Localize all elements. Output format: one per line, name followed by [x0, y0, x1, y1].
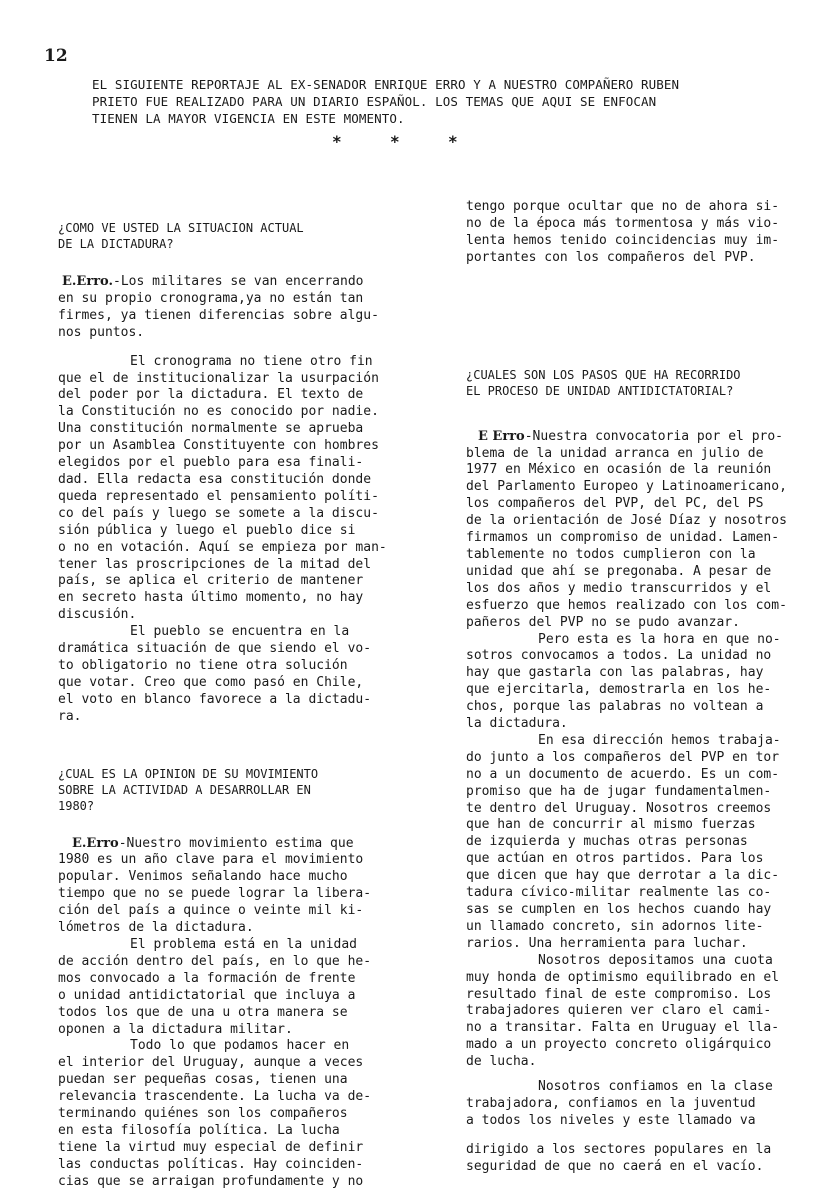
answer-line: a todos los niveles y este llamado va [466, 1112, 756, 1128]
answer-line: tablemente no todos cumplieron con la [466, 546, 756, 562]
right-column [466, 199, 806, 1176]
answer-line: mos convocado a la formación de frente [58, 970, 356, 986]
answer-line: los compañeros del PVP, del PC, del PS [466, 496, 764, 512]
speaker-label: E Erro [478, 428, 525, 444]
answer-paragraph [58, 937, 408, 1038]
answer-line: todos los que de una u otra manera se [58, 1004, 348, 1020]
answer-line: lenta hemos tenido coincidencias muy im- [466, 232, 780, 248]
answer-line: esfuerzo que hemos realizado con los com- [466, 597, 787, 613]
answer-line: tadura cívico-militar realmente las co- [466, 885, 772, 901]
answer-line: que el de institucionalizar la usurpación [58, 370, 379, 386]
section-separator [332, 132, 506, 151]
answer-line: relevancia trascendente. La lucha va de- [58, 1089, 372, 1105]
intro-line: TIENEN LA MAYOR VIGENCIA EN ESTE MOMENTO. [92, 111, 405, 126]
answer-line: dramática situación de que siendo el vo- [58, 641, 372, 657]
answer-line: que han de concurrir al mismo fuerzas [466, 817, 756, 833]
answer-line: lómetros de la dictadura. [58, 920, 254, 936]
answer-line: El pueblo se encuentra en la [130, 624, 350, 640]
answer-paragraph [58, 274, 408, 342]
answer-line: o unidad antidictatorial que incluya a [58, 987, 356, 1003]
answer-line: portantes con los compañeros del PVP. [466, 249, 756, 265]
answer-line: rarios. Una herramienta para luchar. [466, 935, 748, 951]
answer-line: -Nuestro movimiento estima que [118, 835, 354, 851]
answer-line: sas se cumplen en los hechos cuando hay [466, 902, 772, 917]
answer-line: trabajadora, confiamos en la juventud [466, 1095, 756, 1111]
answer-paragraph [58, 354, 408, 625]
answer-line: las conductas políticas. Hay coinciden- [58, 1156, 364, 1172]
intro-line: EL SIGUIENTE REPORTAJE AL EX-SENADOR ENRIQUE ERRO Y A NUESTRO COMPAÑERO RUBEN [92, 77, 680, 92]
question-heading [58, 766, 408, 814]
answer-line: de la orientación de José Díaz y nosotros [466, 513, 787, 529]
answer-line: co del país y luego se somete a la discu- [58, 505, 379, 521]
answer-line: resultado final de este compromiso. Los [466, 986, 772, 1002]
answer-line: queda representado el pensamiento políti- [58, 488, 379, 504]
page-number: 12 [44, 46, 68, 66]
answer-line: elegidos por el pueblo para esa finali- [58, 455, 364, 471]
answer-line: popular. Venimos señalando hace mucho [58, 869, 348, 885]
answer-line: oponen a la dictadura militar. [58, 1021, 293, 1037]
answer-line: Nosotros confiamos en la clase [538, 1079, 773, 1095]
answer-line: que dicen que hay que derrotar a la dic- [466, 868, 780, 884]
left-column [58, 220, 408, 1191]
answer-line: seguridad de que no caerá en el vacío. [466, 1158, 764, 1174]
separator-star: * [448, 132, 458, 151]
answer-line: discusión. [58, 607, 137, 623]
answer-line: país, se aplica el criterio de mantener [58, 573, 364, 589]
answer-line: que actúan en otros partidos. Para los [466, 851, 764, 867]
answer-line: cias que se arraigan profundamente y no [58, 1173, 364, 1189]
answer-line: dad. Ella redacta esa constitución donde [58, 471, 372, 487]
answer-line: Nosotros depositamos una cuota [538, 952, 773, 968]
question-line: ¿CUAL ES LA OPINION DE SU MOVIMIENTO [58, 766, 319, 781]
answer-line: -Los militares se van encerrando [113, 274, 364, 289]
answer-paragraph [466, 429, 806, 632]
question-line: ¿CUALES SON LOS PASOS QUE HA RECORRIDO [466, 367, 741, 382]
question-line: SOBRE LA ACTIVIDAD A DESARROLLAR EN [58, 782, 311, 797]
answer-line: la Constitución no es conocido por nadie. [58, 404, 379, 420]
answer-line: de lucha. [466, 1054, 537, 1070]
answer-line: que ejercitarla, demostrarla en los he- [466, 682, 772, 698]
answer-paragraph [58, 836, 408, 937]
answer-paragraph [466, 1142, 806, 1176]
answer-line: en su propio cronograma,ya no están tan [58, 290, 364, 306]
answer-paragraph [466, 953, 806, 1071]
answer-line: terminando quiénes son los compañeros [58, 1106, 348, 1122]
question-line: DE LA DICTADURA? [58, 237, 174, 251]
answer-line: Pero esta es la hora en que no- [538, 631, 781, 647]
answer-line: 1980 es un año clave para el movimiento [58, 852, 364, 868]
answer-line: hay que gastarla con las palabras, hay [466, 665, 764, 681]
answer-line: muy honda de optimismo equilibrado en el [466, 969, 780, 985]
answer-line: del poder por la dictadura. El texto de [58, 387, 364, 403]
answer-line: pañeros del PVP no se pudo avanzar. [466, 614, 740, 630]
answer-line: mado a un proyecto concreto oligárquico [466, 1037, 772, 1053]
answer-line: no a un documento de acuerdo. Es un com- [466, 766, 780, 782]
question-heading [58, 220, 408, 252]
answer-line: -Nuestra convocatoria por el pro- [524, 428, 783, 444]
answer-line: que votar. Creo que como pasó en Chile, [58, 674, 364, 690]
answer-line: ción del país a quince o veinte mil ki- [58, 903, 364, 919]
answer-line: de izquierda y muchas otras personas [466, 834, 748, 850]
answer-line: promiso que ha de jugar fundamentalmen- [466, 783, 772, 799]
answer-line: por un Asamblea Constituyente con hombres [58, 438, 379, 454]
answer-line: 1977 en México en ocasión de la reunión [466, 462, 772, 478]
answer-line: o no en votación. Aquí se empieza por man- [58, 539, 387, 555]
intro-line: PRIETO FUE REALIZADO PARA UN DIARIO ESPAÑOL. LOS TEMAS QUE AQUI SE ENFOCAN [92, 94, 657, 109]
answer-line: El problema está en la unidad [130, 937, 357, 952]
answer-line: en esta filosofía política. La lucha [58, 1122, 340, 1138]
speaker-label: E.Erro. [62, 274, 114, 289]
answer-paragraph [466, 1079, 806, 1130]
answer-line: El cronograma no tiene otro fin [130, 353, 373, 369]
answer-line: Una constitución normalmente se aprueba [58, 421, 364, 437]
answer-line: nos puntos. [58, 324, 145, 340]
answer-line: tiempo que no se puede lograr la libera- [58, 886, 372, 902]
answer-line: unidad que ahí se pregonaba. A pesar de [466, 563, 772, 579]
answer-line: un llamado concreto, sin adornos lite- [466, 918, 764, 934]
answer-line: puedan ser pequeñas cosas, tienen una [58, 1072, 348, 1088]
answer-line: Todo lo que podamos hacer en [130, 1038, 350, 1054]
answer-line: tengo porque ocultar que no de ahora si- [466, 199, 780, 214]
question-line: 1980? [58, 798, 95, 813]
answer-line: trabajadores quieren ver claro el cami- [466, 1003, 772, 1019]
answer-line: to obligatorio no tiene otra solución [58, 657, 348, 673]
answer-line: firmamos un compromiso de unidad. Lamen- [466, 530, 780, 546]
answer-line: dirigido a los sectores populares en la [466, 1141, 772, 1157]
answer-line: sotros convocamos a todos. La unidad no [466, 648, 772, 664]
answer-paragraph [58, 624, 408, 725]
intro-paragraph [92, 76, 772, 127]
separator-star: * [332, 132, 342, 151]
answer-line: los dos años y medio transcurridos y el [466, 580, 772, 596]
answer-line: la dictadura. [466, 716, 568, 732]
answer-paragraph [466, 199, 806, 267]
answer-line: en secreto hasta último momento, no hay [58, 590, 364, 606]
answer-line: firmes, ya tienen diferencias sobre algu- [58, 307, 379, 323]
answer-line: no de la época más tormentosa y más vio- [466, 215, 780, 231]
answer-line: de acción dentro del país, en lo que he- [58, 953, 372, 969]
answer-paragraph [466, 733, 806, 953]
answer-paragraph [466, 632, 806, 733]
answer-line: el interior del Uruguay, aunque a veces [58, 1055, 364, 1071]
answer-line: blema de la unidad arranca en julio de [466, 445, 764, 461]
answer-line: ra. [58, 708, 82, 724]
answer-line: el voto en blanco favorece a la dictadu- [58, 691, 372, 707]
separator-star: * [390, 132, 400, 151]
question-heading [466, 367, 806, 399]
answer-line: do junto a los compañeros del PVP en tor [466, 749, 780, 765]
answer-line: tener las proscripciones de la mitad del [58, 556, 372, 572]
answer-line: no a transitar. Falta en Uruguay el lla- [466, 1020, 780, 1036]
answer-line: te dentro del Uruguay. Nosotros creemos [466, 800, 772, 816]
speaker-label: E.Erro [72, 835, 119, 851]
question-line: ¿COMO VE USTED LA SITUACION ACTUAL [58, 221, 304, 235]
answer-line: tiene la virtud muy especial de definir [58, 1139, 364, 1155]
answer-line: del Parlamento Europeo y Latinoamericano, [466, 479, 787, 495]
answer-line: En esa dirección hemos trabaja- [538, 732, 781, 748]
answer-paragraph [58, 1038, 408, 1190]
answer-line: chos, porque las palabras no voltean a [466, 699, 764, 715]
question-line: EL PROCESO DE UNIDAD ANTIDICTATORIAL? [466, 383, 734, 398]
answer-line: sión pública y luego el pueblo dice si [58, 522, 356, 538]
